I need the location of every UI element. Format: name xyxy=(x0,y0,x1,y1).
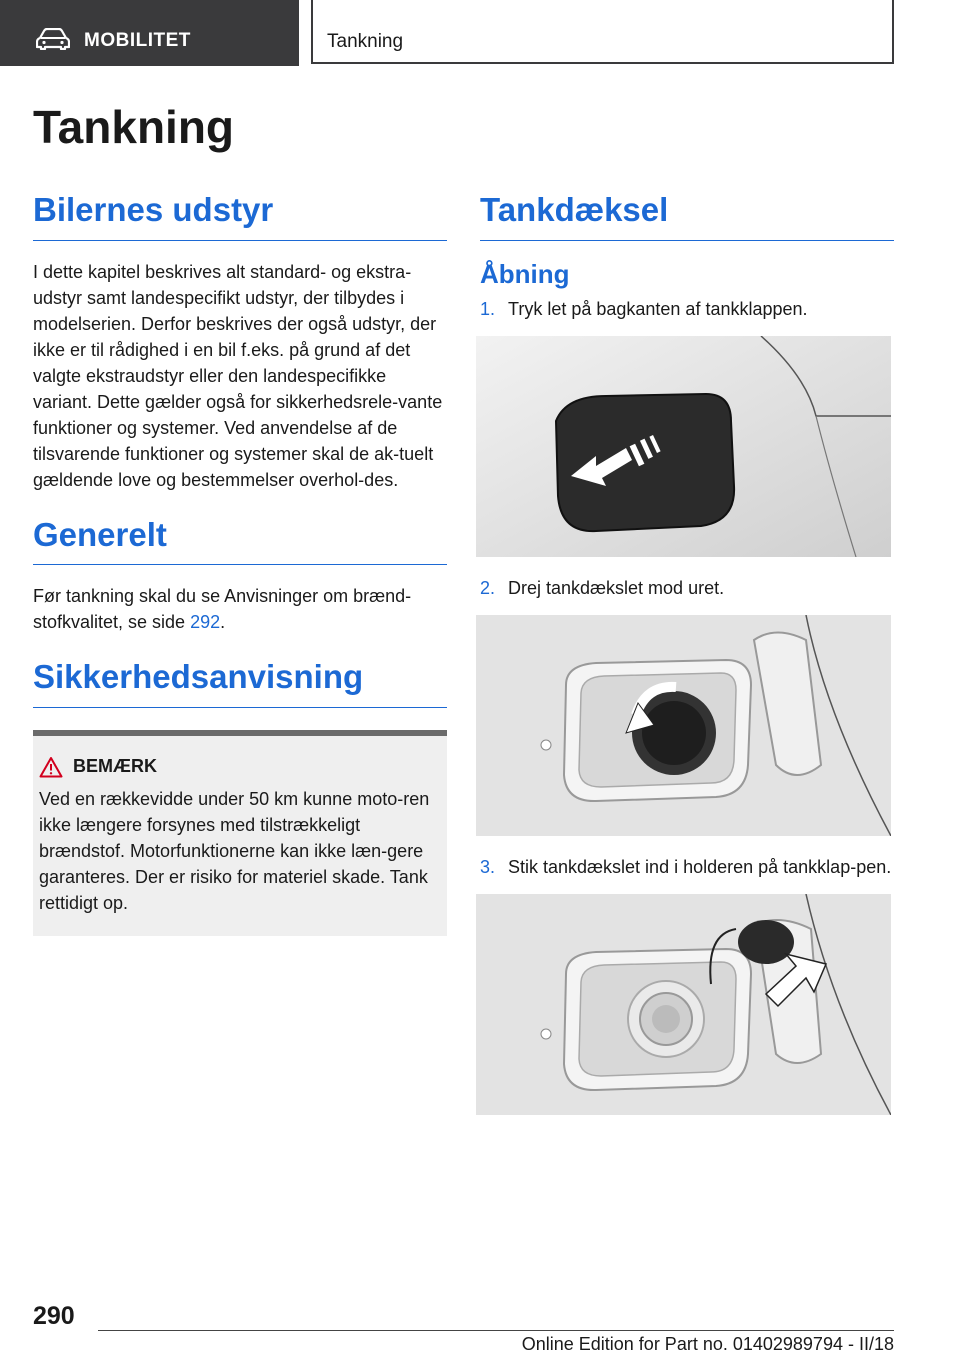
warning-box xyxy=(33,730,447,936)
general-text-end: . xyxy=(220,612,226,633)
equipment-heading: Bilernes udstyr xyxy=(33,190,447,241)
general-text xyxy=(33,583,447,635)
figure-turn-cap xyxy=(476,615,891,836)
stow-cap-illustration xyxy=(476,894,891,1115)
turn-cap-illustration xyxy=(476,615,891,836)
warning-text: Ved en rækkevidde under 50 km kunne moto-ren ikke længere forsynes med tilstrækkeligt brændstof. Motorfunktionerne kan ikke læn-gere garanteres. Der er risiko for materiel skade. Tank rettidigt op. xyxy=(39,788,430,913)
step-3 xyxy=(480,854,894,880)
opening-subheading: Åbning xyxy=(480,258,570,289)
chapter-tab xyxy=(311,0,894,64)
page-title: Tankning xyxy=(33,101,235,153)
step-1 xyxy=(480,296,894,322)
section-name: MOBILITET xyxy=(84,30,191,51)
edition-info: Online Edition for Part no. 01402989794 - II/18 xyxy=(521,1334,894,1354)
figure-stow-cap xyxy=(476,894,891,1115)
warning-header xyxy=(39,756,439,778)
general-heading: Generelt xyxy=(33,515,447,566)
section-tab xyxy=(0,0,299,66)
car-icon xyxy=(36,28,70,50)
step-text: Stik tankdækslet ind i holderen på tankklap-pen. xyxy=(508,856,892,877)
step-number: 2. xyxy=(480,577,496,598)
figure-fuel-flap xyxy=(476,336,891,557)
chapter-name: Tankning xyxy=(327,31,404,52)
page-number: 290 xyxy=(33,1302,75,1330)
step-number: 1. xyxy=(480,298,496,319)
step-text: Tryk let på bagkanten af tankklappen. xyxy=(508,298,808,319)
right-column xyxy=(480,190,894,1133)
fuel-cap-heading: Tankdæksel xyxy=(480,190,894,241)
warning-triangle-icon xyxy=(39,756,63,778)
equipment-text: I dette kapitel beskrives alt standard- og ekstra-udstyr samt landespecifikt udstyr, der tilbydes i modelserien. Derfor beskrives der også udstyr, der ikke er til rådighed i en bil f.eks. på grund af det valgte ekstraudstyr eller den landespecifikke variant. Dette gælder også for sikkerhedsrele-vante funktioner og systemer. Ved anvendelse af de tilsvarende funktioner og systemer skal de ak-tuelt gældende love og bestemmelser overhol-des. xyxy=(33,261,443,490)
step-2 xyxy=(480,575,894,601)
fuel-flap-illustration xyxy=(476,336,891,557)
left-column xyxy=(33,190,447,936)
safety-heading: Sikkerhedsanvisning xyxy=(33,657,447,708)
warning-label: BEMÆRK xyxy=(73,756,157,777)
step-text: Drej tankdækslet mod uret. xyxy=(508,577,725,598)
page-reference-link[interactable]: 292 xyxy=(190,612,221,633)
general-text-start: Før tankning skal du se Anvisninger om brænd-stofkvalitet, se side xyxy=(33,586,412,633)
footer-divider xyxy=(98,1330,894,1331)
step-number: 3. xyxy=(480,856,496,877)
